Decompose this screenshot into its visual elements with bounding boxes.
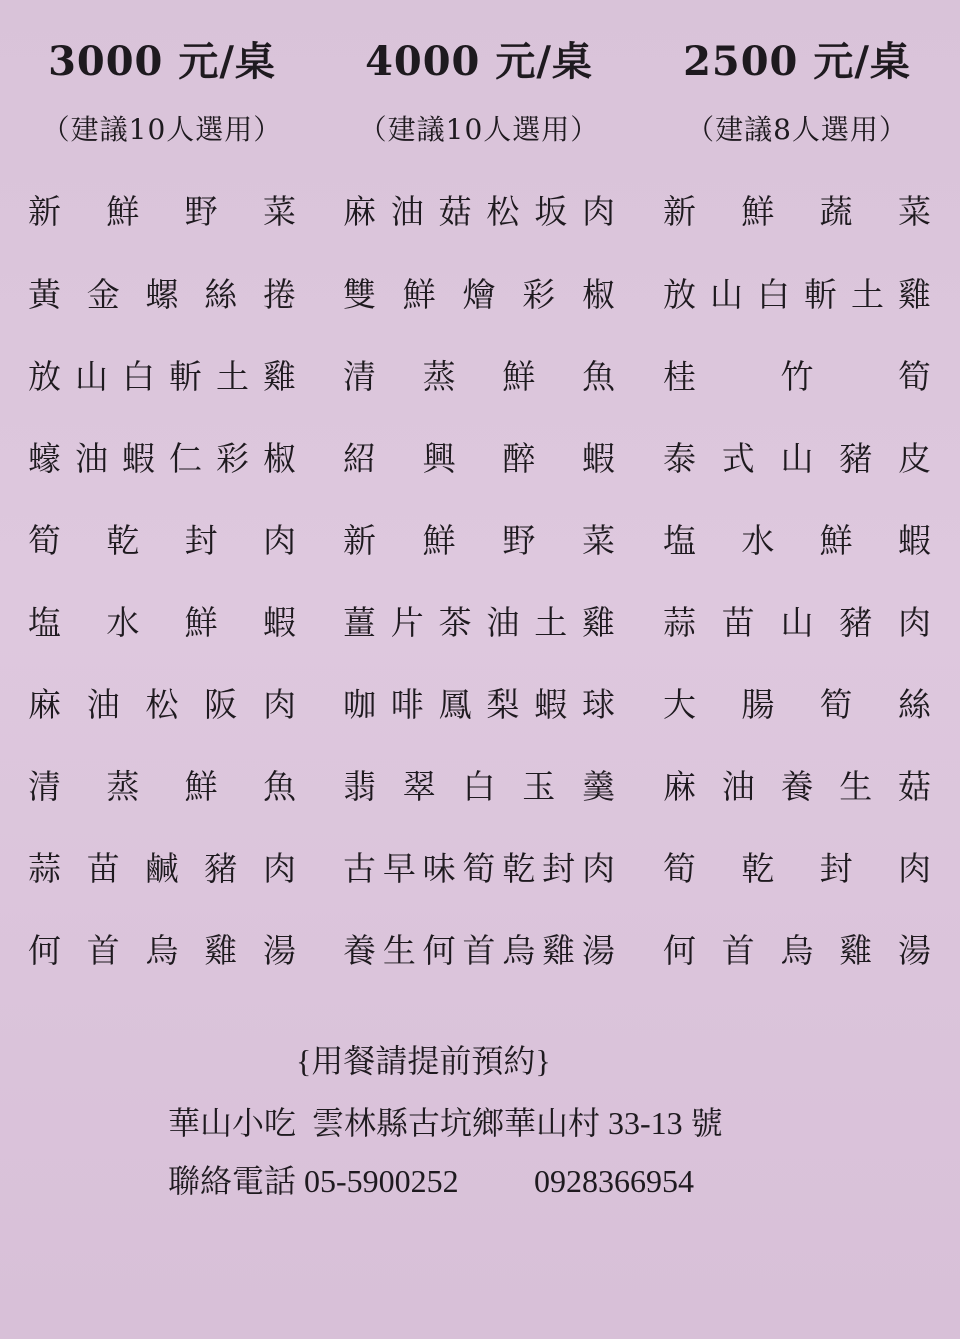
phone-line — [168, 1156, 694, 1202]
menu-price: 3000 元/桌 — [48, 38, 276, 85]
dish-item: 放山白斬土雞 — [663, 275, 931, 314]
dish-item: 養生何首烏雞湯 — [343, 931, 615, 970]
reservation-notice: {用餐請提前預約} — [296, 1043, 551, 1079]
shop-address-line — [168, 1098, 739, 1144]
dish-item: 清蒸鮮魚 — [28, 767, 296, 806]
landline-number: 05-5900252 — [304, 1163, 459, 1199]
dish-item: 何首烏雞湯 — [663, 931, 931, 970]
menu-party-size-note: （建議10人選用） — [358, 113, 600, 146]
menu-party-size-note: （建議10人選用） — [41, 113, 283, 146]
dish-item: 塩水鮮蝦 — [28, 603, 296, 642]
dish-item: 大腸筍絲 — [663, 685, 931, 724]
dish-item: 新鮮野菜 — [28, 192, 296, 231]
dish-item: 桂竹筍 — [663, 357, 931, 396]
dish-item: 泰式山豬皮 — [663, 439, 931, 478]
dish-item: 雙鮮燴彩椒 — [343, 275, 615, 314]
dish-item: 麻油養生菇 — [663, 767, 931, 806]
dish-item: 翡翠白玉羹 — [343, 767, 615, 806]
dish-item: 蒜苗鹹豬肉 — [28, 849, 296, 888]
shop-address: 雲林縣古坑鄉華山村 33-13 號 — [312, 1105, 723, 1141]
menu-price: 4000 元/桌 — [365, 38, 593, 85]
menu-party-size-note: （建議8人選用） — [686, 113, 908, 146]
dish-item: 薑片茶油土雞 — [343, 603, 615, 642]
dish-item: 新鮮野菜 — [343, 521, 615, 560]
dish-item: 筍乾封肉 — [663, 849, 931, 888]
dish-item: 麻油菇松坂肉 — [343, 192, 615, 231]
dish-item: 蒜苗山豬肉 — [663, 603, 931, 642]
menu-price: 2500 元/桌 — [683, 38, 911, 85]
dish-item: 筍乾封肉 — [28, 521, 296, 560]
dish-item: 塩水鮮蝦 — [663, 521, 931, 560]
mobile-number: 0928366954 — [534, 1163, 695, 1199]
dish-item: 蠔油蝦仁彩椒 — [28, 439, 296, 478]
dish-item: 放山白斬土雞 — [28, 357, 296, 396]
dish-item: 清蒸鮮魚 — [343, 357, 615, 396]
dish-item: 咖啡鳳梨蝦球 — [343, 685, 615, 724]
dish-item: 新鮮蔬菜 — [663, 192, 931, 231]
dish-item: 麻油松阪肉 — [28, 685, 296, 724]
phone-label: 聯絡電話 — [168, 1163, 297, 1199]
dish-item: 黃金螺絲捲 — [28, 275, 296, 314]
dish-item: 紹興醉蝦 — [343, 439, 615, 478]
dish-item: 何首烏雞湯 — [28, 931, 296, 970]
shop-name: 華山小吃 — [168, 1105, 297, 1141]
dish-item: 古早味筍乾封肉 — [343, 849, 615, 888]
